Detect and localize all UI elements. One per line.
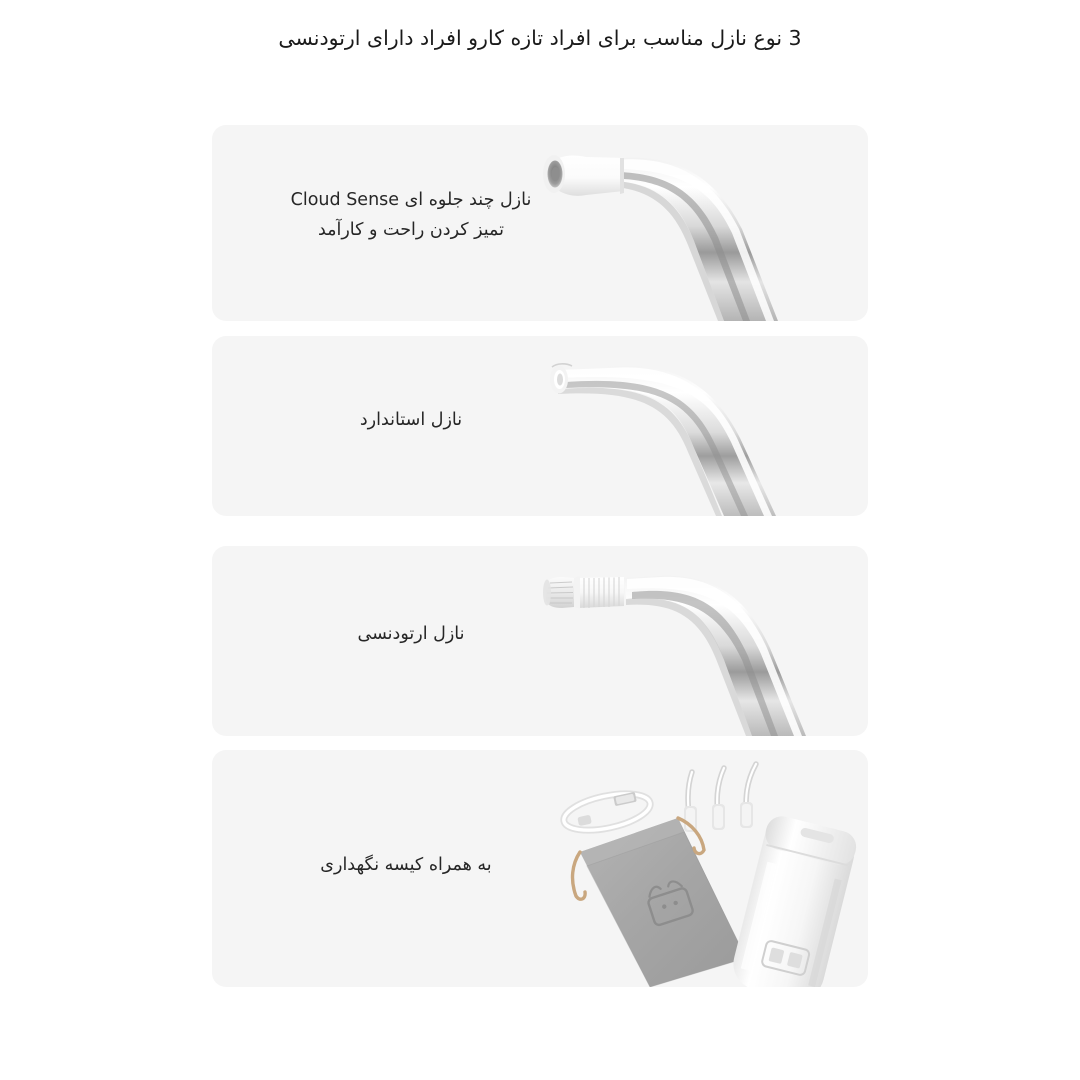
card-label-line: به همراه کیسه نگهداری [320,855,492,875]
card-label-line: نازل استاندارد [359,410,463,430]
accessories-image [532,750,868,987]
card-label-line: نازل چند جلوه ای Cloud Sense [290,190,532,210]
card-standard-nozzle [212,336,868,516]
card-label-line: نازل ارتودنسی [357,624,465,644]
orthodontic-nozzle-image [528,546,868,736]
card-cloud-sense-nozzle [212,125,868,321]
mijia-logo [644,878,694,926]
card-label-orthodontic [266,619,556,649]
storage-pouch-bag [573,818,746,987]
card-storage-pouch [212,750,868,987]
standard-nozzle-image [528,336,868,516]
cloud-sense-nozzle-image [528,125,868,321]
page-title: 3 نوع نازل مناسب برای افراد تازه کارو افراد دارای ارتودنسی [278,26,802,50]
card-orthodontic-nozzle [212,546,868,736]
spare-nozzles [688,764,756,828]
card-label-line: تمیز کردن راحت و کارآمد [317,220,505,240]
usb-cable [561,787,654,837]
card-label-standard [266,405,556,435]
water-flosser-body [728,813,860,987]
card-label-storage-pouch [256,850,556,880]
card-label-cloud-sense [266,185,556,245]
